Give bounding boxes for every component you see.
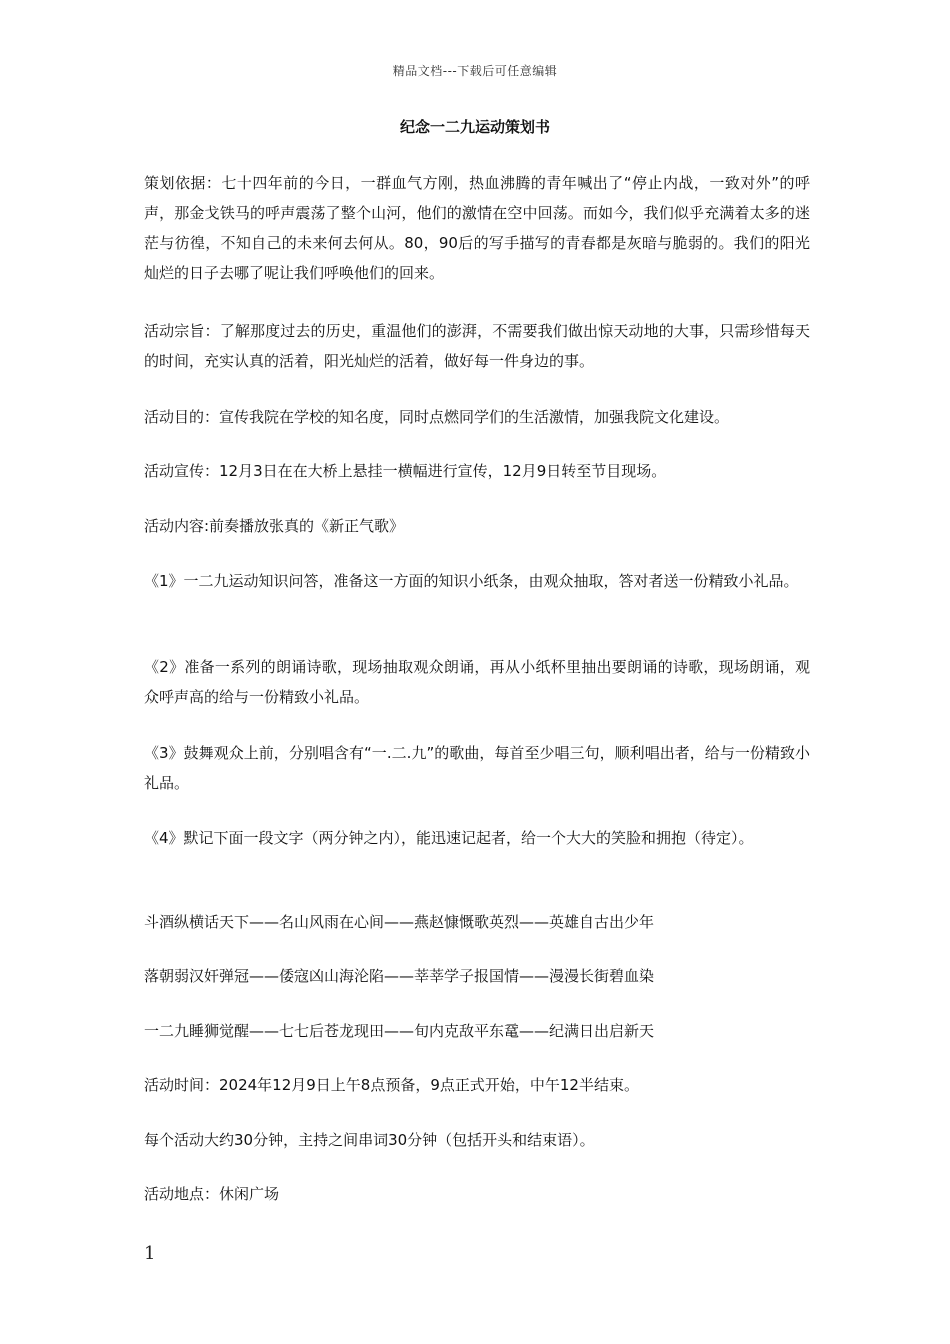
paragraph-activity-publicity: 活动宣传：12月3日在在大桥上悬挂一横幅进行宣传，12月9日转至节目现场。	[144, 462, 667, 480]
page-number: 1	[144, 1243, 156, 1264]
paragraph-activity-goal: 活动目的：宣传我院在学校的知名度，同时点燃同学们的生活激情，加强我院文化建设。	[144, 408, 730, 426]
paragraph-activity-content: 活动内容:前奏播放张真的《新正气歌》	[144, 517, 405, 535]
poem-line-1: 斗酒纵横话天下——名山风雨在心间——燕赵慷慨歌英烈——英雄自古出少年	[144, 913, 655, 931]
paragraph-item-1: 《1》一二九运动知识问答，准备这一方面的知识小纸条，由观众抽取，答对者送一份精致小礼品。	[144, 572, 799, 590]
paragraph-activity-time: 活动时间：2024年12月9日上午8点预备，9点正式开始，中午12半结束。	[144, 1076, 639, 1094]
paragraph-activity-location: 活动地点：休闲广场	[144, 1185, 280, 1203]
paragraph-item-3: 《3》鼓舞观众上前，分别唱含有“一.二.九”的歌曲，每首至少唱三句，顺利唱出者，给与一份精致小礼品。	[144, 744, 810, 792]
poem-line-3: 一二九睡狮觉醒——七七后苍龙现田——旬内克敌平东鼋——纪满日出启新天	[144, 1022, 655, 1040]
paragraph-activity-duration: 每个活动大约30分钟，主持之间串词30分钟（包括开头和结束语）。	[144, 1131, 595, 1149]
paragraph-item-2: 《2》准备一系列的朗诵诗歌，现场抽取观众朗诵，再从小纸杯里抽出要朗诵的诗歌，现场朗诵，观众呼声高的给与一份精致小礼品。	[144, 658, 810, 706]
page-header: 精品文档---下载后可任意编辑	[392, 64, 558, 78]
poem-line-2: 落朝弱汉奸弹冠——倭寇凶山海沦陷——莘莘学子报国情——漫漫长街碧血染	[144, 967, 655, 985]
paragraph-planning-basis: 策划依据：七十四年前的今日，一群血气方刚，热血沸腾的青年喊出了“停止内战，一致对外”的呼声，那金戈铁马的呼声震荡了整个山河，他们的激情在空中回荡。而如今，我们似乎充满着太多的迷茫与彷徨，不知自己的未来何去何从。80，90后的写手描写的青春都是灰暗与脆弱的。我们的阳光灿烂的日子去哪了呢让我们呼唤他们的回来。	[144, 174, 810, 282]
paragraph-item-4: 《4》默记下面一段文字（两分钟之内），能迅速记起者，给一个大大的笑脸和拥抱（待定）。	[144, 829, 754, 847]
document-title: 纪念一二九运动策划书	[399, 118, 550, 136]
paragraph-activity-purpose: 活动宗旨：了解那度过去的历史，重温他们的澎湃，不需要我们做出惊天动地的大事，只需珍惜每天的时间，充实认真的活着，阳光灿烂的活着，做好每一件身边的事。	[144, 322, 810, 370]
